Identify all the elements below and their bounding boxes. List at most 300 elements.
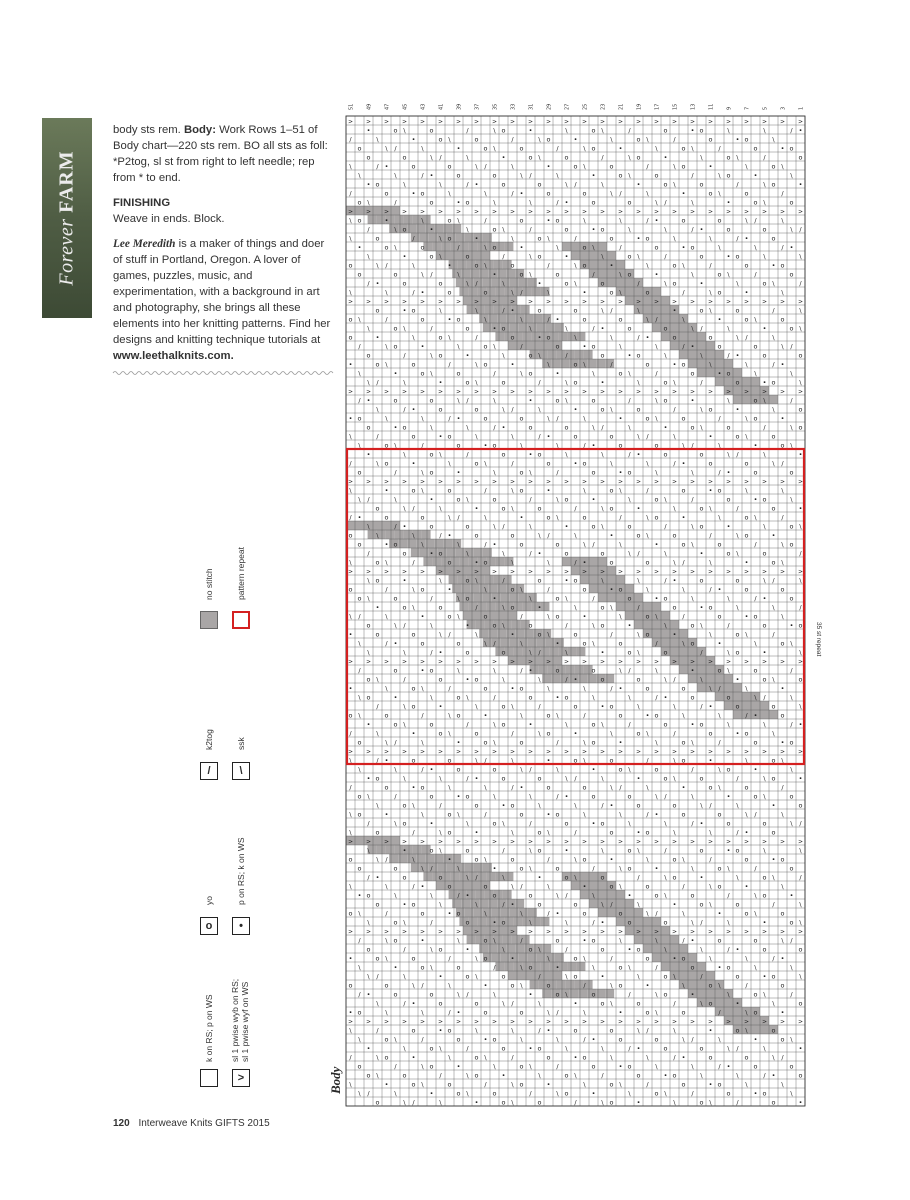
- stitch-symbol: /: [664, 792, 667, 801]
- stitch-symbol: •: [546, 216, 551, 225]
- stitch-symbol: \: [700, 423, 703, 432]
- stitch-symbol: /: [385, 585, 388, 594]
- stitch-symbol: o: [573, 576, 578, 585]
- stitch-symbol: o: [420, 369, 425, 378]
- stitch-symbol: \: [358, 171, 361, 180]
- stitch-symbol: o: [609, 1026, 614, 1035]
- stitch-symbol: \: [628, 495, 631, 504]
- stitch-symbol: \: [475, 576, 478, 585]
- stitch-symbol: o: [501, 918, 506, 927]
- stitch-symbol: o: [798, 351, 803, 360]
- stitch-symbol: o: [438, 729, 443, 738]
- stitch-symbol: \: [439, 576, 442, 585]
- stitch-symbol: o: [699, 1098, 704, 1107]
- stitch-symbol: \: [394, 243, 397, 252]
- stitch-symbol: \: [754, 513, 757, 522]
- stitch-symbol: \: [484, 513, 487, 522]
- no-stitch-cell: [497, 629, 506, 638]
- no-stitch-cell: [634, 917, 643, 926]
- stitch-symbol: o: [519, 270, 524, 279]
- stitch-symbol: o: [402, 603, 407, 612]
- stitch-symbol: o: [447, 1026, 452, 1035]
- stitch-symbol: •: [609, 261, 614, 270]
- no-stitch-cell: [486, 602, 495, 611]
- stitch-symbol: \: [529, 270, 532, 279]
- stitch-symbol: o: [600, 279, 605, 288]
- stitch-symbol: \: [610, 603, 613, 612]
- no-stitch-cell: [670, 620, 679, 629]
- stitch-symbol: o: [384, 459, 389, 468]
- stitch-symbol: \: [637, 306, 640, 315]
- stitch-symbol: \: [799, 846, 802, 855]
- no-stitch-cell: [688, 971, 697, 980]
- slip-symbol: >: [689, 838, 696, 846]
- stitch-symbol: /: [781, 243, 784, 252]
- stitch-symbol: o: [582, 243, 587, 252]
- stitch-symbol: \: [583, 360, 586, 369]
- stitch-symbol: •: [411, 783, 416, 792]
- stitch-symbol: o: [357, 1062, 362, 1071]
- stitch-symbol: o: [735, 1026, 740, 1035]
- stitch-symbol: o: [771, 432, 776, 441]
- stitch-symbol: \: [421, 810, 424, 819]
- no-stitch-cell: [423, 557, 432, 566]
- stitch-symbol: •: [546, 1026, 551, 1035]
- no-stitch-cell: [697, 962, 706, 971]
- stitch-symbol: \: [709, 504, 712, 513]
- stitch-symbol: \: [655, 666, 658, 675]
- stitch-symbol: \: [601, 1098, 604, 1107]
- stitch-symbol: \: [700, 621, 703, 630]
- stitch-symbol: \: [394, 225, 397, 234]
- stitch-symbol: /: [673, 135, 676, 144]
- no-stitch-cell: [501, 917, 513, 927]
- stitch-symbol: /: [736, 774, 739, 783]
- slip-symbol: >: [581, 388, 588, 396]
- stitch-symbol: \: [448, 459, 451, 468]
- slip-symbol: >: [383, 118, 390, 126]
- stitch-symbol: /: [754, 216, 757, 225]
- slip-symbol: >: [725, 388, 732, 396]
- slip-symbol: >: [563, 388, 570, 396]
- stitch-symbol: •: [618, 684, 623, 693]
- stitch-symbol: •: [375, 279, 380, 288]
- stitch-symbol: •: [771, 1071, 776, 1080]
- stitch-symbol: \: [781, 216, 784, 225]
- stitch-symbol: o: [537, 630, 542, 639]
- stitch-symbol: o: [627, 270, 632, 279]
- stitch-symbol: /: [475, 873, 478, 882]
- stitch-symbol: \: [358, 1035, 361, 1044]
- slip-symbol: >: [383, 1018, 390, 1026]
- slip-symbol: >: [743, 478, 750, 486]
- no-stitch-cell: [508, 341, 517, 350]
- stitch-symbol: •: [393, 423, 398, 432]
- stitch-symbol: o: [537, 1098, 542, 1107]
- no-stitch-cell: [596, 359, 605, 368]
- no-stitch-cell: [504, 242, 513, 251]
- stitch-symbol: /: [574, 558, 577, 567]
- stitch-symbol: \: [412, 531, 415, 540]
- stitch-symbol: \: [475, 432, 478, 441]
- stitch-symbol: \: [547, 630, 550, 639]
- stitch-symbol: •: [510, 954, 515, 963]
- stitch-symbol: o: [465, 522, 470, 531]
- slip-symbol: >: [635, 118, 642, 126]
- no-stitch-cell: [576, 647, 585, 656]
- stitch-symbol: \: [646, 531, 649, 540]
- slip-symbol: >: [797, 478, 804, 486]
- stitch-symbol: /: [718, 738, 721, 747]
- stitch-symbol: /: [493, 963, 496, 972]
- stitch-symbol: \: [637, 252, 640, 261]
- no-stitch-cell: [373, 836, 382, 845]
- stitch-symbol: •: [348, 684, 353, 693]
- stitch-symbol: \: [421, 144, 424, 153]
- stitch-symbol: •: [438, 648, 443, 657]
- stitch-symbol: \: [403, 504, 406, 513]
- stitch-symbol: o: [681, 414, 686, 423]
- slip-symbol: >: [653, 568, 660, 576]
- stitch-symbol: o: [636, 405, 641, 414]
- stitch-symbol: \: [556, 765, 559, 774]
- stitch-symbol: \: [682, 315, 685, 324]
- stitch-symbol: /: [385, 315, 388, 324]
- stitch-symbol: \: [637, 378, 640, 387]
- stitch-symbol: o: [546, 783, 551, 792]
- stitch-symbol: \: [457, 810, 460, 819]
- no-stitch-cell: [425, 539, 434, 548]
- no-stitch-cell: [422, 530, 431, 539]
- stitch-symbol: o: [672, 531, 677, 540]
- stitch-symbol: •: [366, 990, 371, 999]
- stitch-symbol: \: [682, 855, 685, 864]
- stitch-symbol: \: [493, 936, 496, 945]
- stitch-symbol: o: [420, 783, 425, 792]
- stitch-symbol: o: [555, 666, 560, 675]
- stitch-symbol: \: [763, 990, 766, 999]
- no-stitch-cell: [715, 989, 724, 998]
- stitch-symbol: \: [781, 810, 784, 819]
- no-stitch-cell: [607, 566, 616, 575]
- stitch-symbol: o: [492, 225, 497, 234]
- no-stitch-cell: [483, 863, 492, 872]
- stitch-symbol: •: [726, 198, 731, 207]
- no-stitch-cell: [531, 917, 540, 926]
- stitch-symbol: o: [609, 558, 614, 567]
- stitch-symbol: \: [394, 621, 397, 630]
- stitch-symbol: o: [672, 603, 677, 612]
- stitch-symbol: o: [672, 261, 677, 270]
- section-divider: [113, 370, 335, 376]
- stitch-symbol: \: [457, 990, 460, 999]
- stitch-symbol: \: [466, 549, 469, 558]
- stitch-symbol: \: [421, 216, 424, 225]
- stitch-symbol: •: [798, 180, 803, 189]
- stitch-symbol: /: [790, 990, 793, 999]
- stitch-symbol: /: [376, 972, 379, 981]
- stitch-symbol: •: [438, 378, 443, 387]
- stitch-symbol: •: [384, 486, 389, 495]
- stitch-symbol: /: [511, 729, 514, 738]
- stitch-symbol: \: [727, 666, 730, 675]
- stitch-symbol: o: [663, 396, 668, 405]
- stitch-symbol: \: [574, 333, 577, 342]
- stitch-symbol: /: [439, 153, 442, 162]
- no-stitch-cell: [468, 242, 477, 251]
- slip-symbol: >: [617, 118, 624, 126]
- stitch-symbol: o: [726, 819, 731, 828]
- stitch-symbol: •: [654, 216, 659, 225]
- stitch-symbol: \: [682, 909, 685, 918]
- stitch-symbol: \: [358, 711, 361, 720]
- stitch-symbol: \: [772, 279, 775, 288]
- slip-symbol: >: [563, 838, 570, 846]
- no-stitch-cell: [589, 251, 598, 260]
- slip-symbol: >: [599, 658, 606, 666]
- stitch-symbol: o: [438, 675, 443, 684]
- stitch-symbol: \: [493, 342, 496, 351]
- stitch-symbol: \: [403, 648, 406, 657]
- no-stitch-cell: [751, 701, 760, 710]
- stitch-symbol: /: [718, 414, 721, 423]
- stitch-symbol: •: [798, 1044, 803, 1053]
- no-stitch-cell: [492, 278, 501, 287]
- stitch-symbol: /: [466, 774, 469, 783]
- stitch-symbol: \: [673, 774, 676, 783]
- stitch-symbol: o: [537, 846, 542, 855]
- stitch-symbol: o: [663, 594, 668, 603]
- no-stitch-cell: [760, 1025, 769, 1034]
- no-stitch-cell: [467, 935, 476, 944]
- stitch-symbol: \: [709, 828, 712, 837]
- stitch-symbol: \: [565, 180, 568, 189]
- no-stitch-cell: [535, 656, 544, 665]
- stitch-symbol: /: [511, 1053, 514, 1062]
- slip-symbol: >: [365, 118, 372, 126]
- stitch-symbol: \: [646, 135, 649, 144]
- no-stitch-cell: [463, 296, 472, 305]
- stitch-symbol: \: [655, 342, 658, 351]
- no-stitch-cell: [526, 341, 535, 350]
- slip-symbol: >: [347, 298, 354, 306]
- stitch-symbol: •: [348, 360, 353, 369]
- no-stitch-cell: [555, 962, 567, 972]
- stitch-symbol: •: [366, 774, 371, 783]
- column-number: 31: [528, 103, 535, 110]
- no-stitch-cell: [652, 944, 661, 953]
- stitch-symbol: \: [520, 441, 523, 450]
- no-stitch-cell: [447, 548, 456, 557]
- article-text: [113, 122, 335, 364]
- no-stitch-cell: [528, 638, 537, 647]
- stitch-symbol: \: [421, 414, 424, 423]
- no-stitch-cell: [499, 926, 508, 935]
- stitch-symbol: o: [519, 684, 524, 693]
- stitch-symbol: o: [366, 675, 371, 684]
- page-footer: [113, 1118, 270, 1129]
- no-stitch-cell: [634, 908, 643, 917]
- stitch-symbol: \: [475, 972, 478, 981]
- stitch-symbol: o: [663, 774, 668, 783]
- no-stitch-cell: [575, 350, 584, 359]
- no-stitch-cell: [625, 611, 634, 620]
- stitch-symbol: o: [357, 1008, 362, 1017]
- stitch-symbol: \: [619, 810, 622, 819]
- slip-symbol: >: [653, 118, 660, 126]
- key-no-stitch-icon: [200, 611, 218, 629]
- stitch-symbol: /: [367, 495, 370, 504]
- stitch-symbol: \: [493, 738, 496, 747]
- stitch-symbol: /: [736, 180, 739, 189]
- stitch-symbol: o: [753, 468, 758, 477]
- stitch-symbol: \: [655, 738, 658, 747]
- stitch-symbol: •: [618, 1008, 623, 1017]
- stitch-symbol: •: [627, 351, 632, 360]
- stitch-symbol: o: [447, 810, 452, 819]
- slip-symbol: >: [473, 658, 480, 666]
- stitch-symbol: •: [555, 315, 560, 324]
- stitch-symbol: o: [618, 315, 623, 324]
- stitch-symbol: o: [798, 153, 803, 162]
- stitch-symbol: \: [529, 864, 532, 873]
- no-stitch-cell: [483, 557, 495, 567]
- stitch-symbol: /: [376, 378, 379, 387]
- no-stitch-cell: [742, 701, 751, 710]
- stitch-symbol: o: [726, 1089, 731, 1098]
- stitch-symbol: •: [555, 909, 560, 918]
- stitch-symbol: o: [420, 963, 425, 972]
- stitch-symbol: •: [510, 306, 515, 315]
- slip-symbol: >: [473, 388, 480, 396]
- stitch-symbol: /: [754, 270, 757, 279]
- slip-symbol: >: [707, 658, 714, 666]
- no-stitch-cell: [508, 971, 517, 980]
- stitch-symbol: \: [475, 306, 478, 315]
- stitch-symbol: o: [555, 396, 560, 405]
- no-stitch-cell: [404, 215, 413, 224]
- no-stitch-cell: [494, 575, 503, 584]
- slip-symbol: >: [563, 478, 570, 486]
- slip-symbol: >: [725, 658, 732, 666]
- stitch-symbol: /: [430, 864, 433, 873]
- stitch-symbol: \: [448, 1053, 451, 1062]
- stitch-symbol: /: [754, 540, 757, 549]
- slip-symbol: >: [617, 748, 624, 756]
- stitch-symbol: o: [681, 810, 686, 819]
- column-number: 17: [654, 103, 661, 110]
- stitch-symbol: •: [366, 1044, 371, 1053]
- stitch-symbol: •: [690, 720, 695, 729]
- stitch-symbol: o: [654, 1035, 659, 1044]
- stitch-symbol: \: [412, 603, 415, 612]
- slip-symbol: >: [455, 838, 462, 846]
- no-stitch-cell: [733, 368, 742, 377]
- slip-symbol: >: [653, 388, 660, 396]
- stitch-symbol: o: [645, 954, 650, 963]
- stitch-symbol: o: [384, 441, 389, 450]
- stitch-symbol: \: [349, 162, 352, 171]
- stitch-symbol: o: [483, 414, 488, 423]
- stitch-symbol: o: [699, 846, 704, 855]
- slip-symbol: >: [689, 298, 696, 306]
- stitch-symbol: \: [664, 495, 667, 504]
- slip-symbol: >: [743, 838, 750, 846]
- no-stitch-cell: [398, 854, 407, 863]
- stitch-symbol: •: [492, 864, 497, 873]
- no-stitch-cell: [551, 359, 560, 368]
- stitch-symbol: o: [564, 549, 569, 558]
- stitch-symbol: \: [691, 522, 694, 531]
- stitch-symbol: o: [681, 486, 686, 495]
- stitch-symbol: \: [358, 639, 361, 648]
- stitch-symbol: /: [367, 873, 370, 882]
- stitch-symbol: o: [789, 270, 794, 279]
- stitch-symbol: o: [492, 441, 497, 450]
- stitch-symbol: •: [582, 342, 587, 351]
- stitch-symbol: •: [690, 990, 695, 999]
- no-stitch-cell: [508, 611, 517, 620]
- slip-symbol: >: [383, 298, 390, 306]
- stitch-symbol: •: [726, 846, 731, 855]
- stitch-symbol: o: [447, 882, 452, 891]
- stitch-symbol: /: [646, 432, 649, 441]
- slip-symbol: >: [617, 388, 624, 396]
- stitch-symbol: \: [439, 234, 442, 243]
- no-stitch-cell: [512, 620, 521, 629]
- stitch-symbol: •: [573, 1053, 578, 1062]
- no-stitch-cell: [423, 872, 432, 881]
- stitch-symbol: \: [799, 324, 802, 333]
- stitch-symbol: \: [736, 531, 739, 540]
- stitch-symbol: o: [663, 648, 668, 657]
- stitch-symbol: /: [421, 981, 424, 990]
- slip-symbol: >: [509, 208, 516, 216]
- stitch-symbol: o: [393, 936, 398, 945]
- stitch-symbol: •: [681, 783, 686, 792]
- slip-symbol: >: [671, 568, 678, 576]
- stitch-symbol: o: [573, 972, 578, 981]
- stitch-symbol: \: [628, 765, 631, 774]
- stitch-symbol: \: [736, 603, 739, 612]
- stitch-symbol: o: [447, 1080, 452, 1089]
- no-stitch-cell: [715, 350, 724, 359]
- slip-symbol: >: [455, 208, 462, 216]
- stitch-symbol: /: [790, 720, 793, 729]
- slip-symbol: >: [779, 748, 786, 756]
- stitch-symbol: o: [492, 819, 497, 828]
- stitch-symbol: o: [420, 243, 425, 252]
- no-stitch-cell: [490, 611, 499, 620]
- stitch-symbol: \: [727, 396, 730, 405]
- no-stitch-cell: [634, 593, 643, 602]
- no-stitch-cell: [373, 521, 382, 530]
- stitch-symbol: o: [753, 990, 758, 999]
- slip-symbol: >: [671, 388, 678, 396]
- stitch-symbol: /: [655, 693, 658, 702]
- stitch-symbol: \: [763, 180, 766, 189]
- stitch-symbol: \: [475, 360, 478, 369]
- stitch-symbol: o: [762, 891, 767, 900]
- slip-symbol: >: [527, 388, 534, 396]
- stitch-symbol: •: [618, 144, 623, 153]
- slip-symbol: >: [437, 118, 444, 126]
- slip-symbol: >: [725, 838, 732, 846]
- stitch-symbol: \: [718, 711, 721, 720]
- stitch-symbol: o: [501, 1044, 506, 1053]
- stitch-symbol: o: [744, 855, 749, 864]
- stitch-symbol: \: [520, 315, 523, 324]
